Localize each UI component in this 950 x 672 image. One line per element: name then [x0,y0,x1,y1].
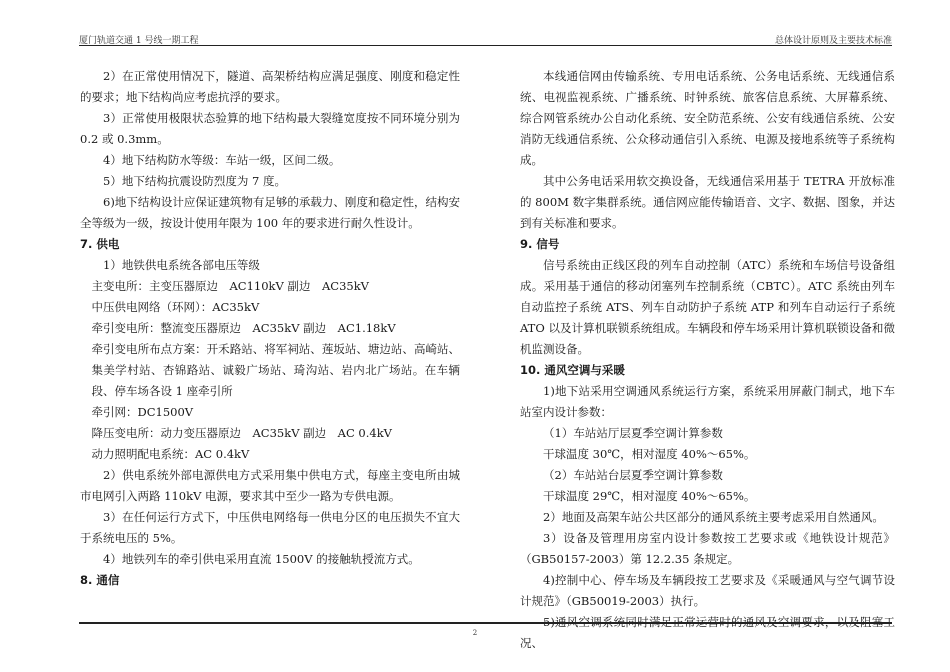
paragraph: （1）车站站厅层夏季空调计算参数 [543,426,723,440]
paragraph: 3）正常使用极限状态验算的地下结构最大裂缝宽度按不同环境分别为 0.2 或 0.3mm。 [80,111,460,146]
paragraph: 3）在任何运行方式下，中压供电网络每一供电分区的电压损失不宜大于系统电压的 5%。 [80,510,460,545]
paragraph: 中压供电网络（环网）：AC35kV [91,300,260,314]
paragraph: 4）地铁列车的牵引供电采用直流 1500V 的接触轨授流方式。 [103,552,420,566]
paragraph: 1）地铁供电系统各部电压等级 [103,258,260,272]
paragraph: 2）在正常使用情况下，隧道、高架桥结构应满足强度、刚度和稳定性的要求；地下结构尚应考虑抗浮的要求。 [80,69,460,104]
paragraph: 干球温度 29℃，相对湿度 40%～65%。 [543,489,756,503]
paragraph: 动力照明配电系统：AC 0.4kV [91,447,250,461]
paragraph: 牵引网：DC1500V [91,405,194,419]
paragraph: 2）地面及高架车站公共区部分的通风系统主要考虑采用自然通风。 [543,510,884,524]
paragraph: 牵引变电所布点方案：开禾路站、将军祠站、莲坂站、塘边站、高崎站、集美学村站、杏锦路站、诚毅广场站、琦沟站、岩内北广场站。在车辆段、停车场各设 1 座牵引所 [91,342,460,398]
section-heading-signal: 9. 信号 [520,237,560,251]
header-section-title: 总体设计原则及主要技术标准 [774,36,892,46]
paragraph: 2）供电系统外部电源供电方式采用集中供电方式，每座主变电所由城市电网引入两路 110kV 电源，要求其中至少一路为专供电源。 [80,468,460,503]
paragraph: 牵引变电所：整流变压器原边 AC35kV 副边 AC1.18kV [91,321,396,335]
left-column [80,66,460,591]
paragraph: 其中公务电话采用软交换设备，无线通信采用基于 TETRA 开放标准的 800M 数字集群系统。通信网应能传输语音、文字、数据、图象，并达到有关标准和要求。 [520,174,895,230]
paragraph: 本线通信网由传输系统、专用电话系统、公务电话系统、无线通信系统、电视监视系统、广播系统、时钟系统、旅客信息系统、大屏幕系统、综合网管系统办公自动化系统、安全防范系统、公安有线通信系统、公安消防无线通信系统、公众移动通信引入系统、电源及接地系统等子系统构成。 [520,69,895,167]
paragraph: 5)通风空调系统同时满足正常运营时的通风及空调要求，以及阻塞工况、 [520,615,895,650]
section-heading-communication: 8. 通信 [80,573,120,587]
paragraph: 6)地下结构设计应保证建筑物有足够的承载力、刚度和稳定性，结构安全等级为一级，按设计使用年限为 100 年的要求进行耐久性设计。 [80,195,460,230]
paragraph: 4)控制中心、停车场及车辆段按工艺要求及《采暖通风与空气调节设计规范》（GB50019-2003）执行。 [520,573,895,608]
paragraph: 5）地下结构抗震设防烈度为 7 度。 [103,174,286,188]
page-number: 2 [472,629,478,637]
footer-rule [79,622,892,624]
right-column [520,66,895,654]
paragraph: 3）设备及管理用房室内设计参数按工艺要求或《地铁设计规范》（GB50157-2003）第 12.2.35 条规定。 [520,531,895,566]
header-project-title: 厦门轨道交通 1 号线一期工程 [79,36,199,46]
section-heading-power-supply: 7. 供电 [80,237,120,251]
section-heading-ventilation: 10. 通风空调与采暖 [520,363,625,377]
paragraph: 主变电所：主变压器原边 AC110kV 副边 AC35kV [91,279,369,293]
paragraph: （2）车站站台层夏季空调计算参数 [543,468,723,482]
paragraph: 4）地下结构防水等级：车站一级，区间二级。 [103,153,341,167]
paragraph: 1)地下站采用空调通风系统运行方案，系统采用屏蔽门制式，地下车站室内设计参数： [520,384,895,419]
paragraph: 降压变电所：动力变压器原边 AC35kV 副边 AC 0.4kV [91,426,392,440]
paragraph: 干球温度 30℃，相对湿度 40%～65%。 [543,447,756,461]
paragraph: 信号系统由正线区段的列车自动控制（ATC）系统和车场信号设备组成。采用基于通信的移动闭塞列车控制系统（CBTC）。ATC 系统由列车自动监控子系统 ATS、列车自动防护子系统 ATP 和列车自动运行子系统 ATO 以及计算机联锁系统组成。车辆段和停车场采用计算机联锁设备和微机监测设备。 [520,258,895,356]
header-rule [79,45,892,46]
